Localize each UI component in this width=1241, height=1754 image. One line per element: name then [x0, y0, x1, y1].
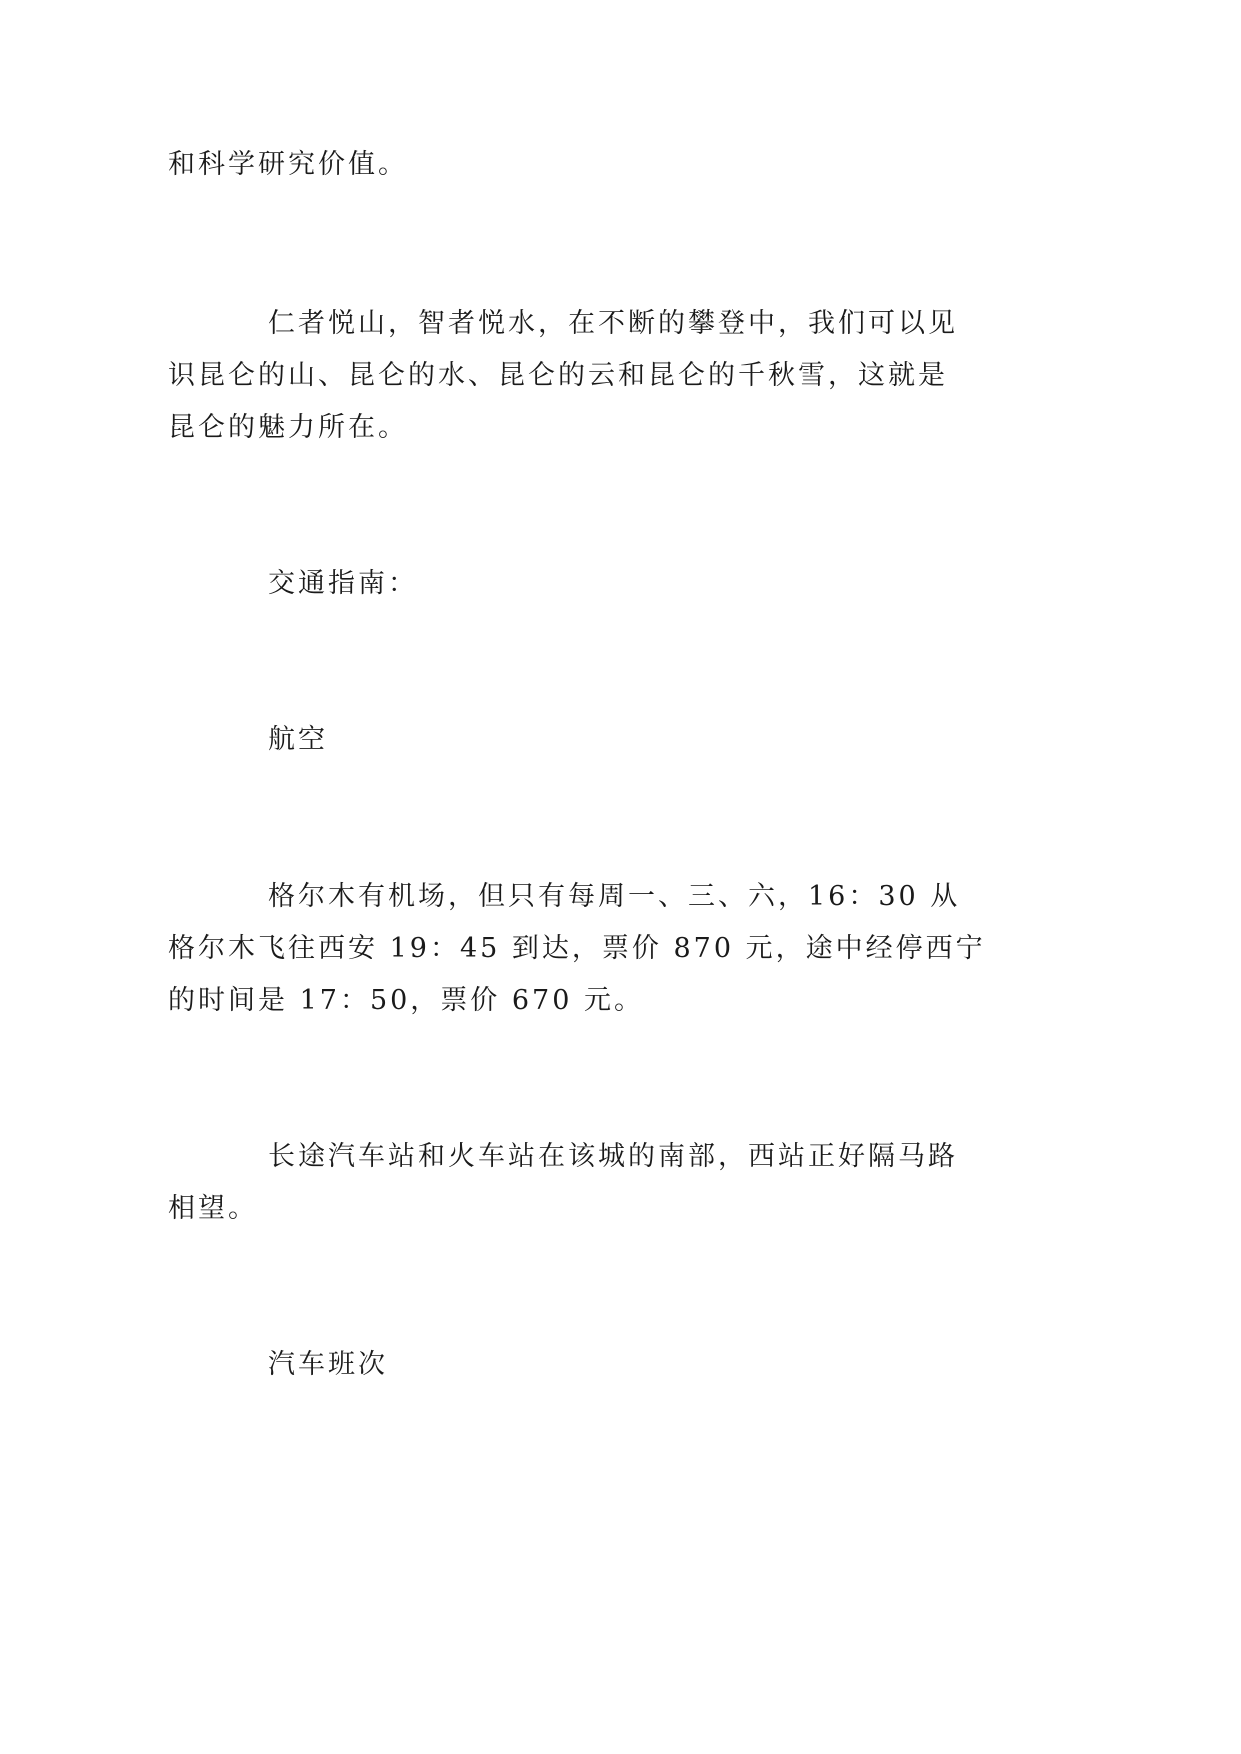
- paragraph-kunlun-charm: [168, 298, 958, 454]
- text-line: 格尔木有机场，但只有每周一、三、六，16：30 从: [268, 881, 961, 912]
- text-line: 和科学研究价值。: [168, 149, 408, 180]
- paragraph-science-value: [168, 139, 940, 191]
- text-line: 相望。: [168, 1193, 258, 1224]
- text-line: 的时间是 17：50，票价 670 元。: [168, 985, 644, 1016]
- heading-bus-schedule: [168, 1339, 940, 1391]
- text-line: 长途汽车站和火车站在该城的南部，西站正好隔马路: [268, 1141, 958, 1172]
- text-line: 航空: [268, 724, 328, 755]
- text-line: 汽车班次: [268, 1349, 388, 1380]
- paragraph-bus-station: [168, 1131, 958, 1235]
- text-line: 交通指南：: [268, 568, 418, 599]
- paragraph-airport-schedule: [168, 871, 986, 1027]
- text-line: 识昆仑的山、昆仑的水、昆仑的云和昆仑的千秋雪，这就是: [168, 360, 948, 391]
- text-line: 昆仑的魅力所在。: [168, 412, 408, 443]
- heading-traffic-guide: [168, 558, 940, 610]
- heading-aviation: [168, 714, 940, 766]
- text-line: 格尔木飞往西安 19：45 到达，票价 870 元，途中经停西宁: [168, 933, 986, 964]
- text-line: 仁者悦山，智者悦水，在不断的攀登中，我们可以见: [268, 308, 958, 339]
